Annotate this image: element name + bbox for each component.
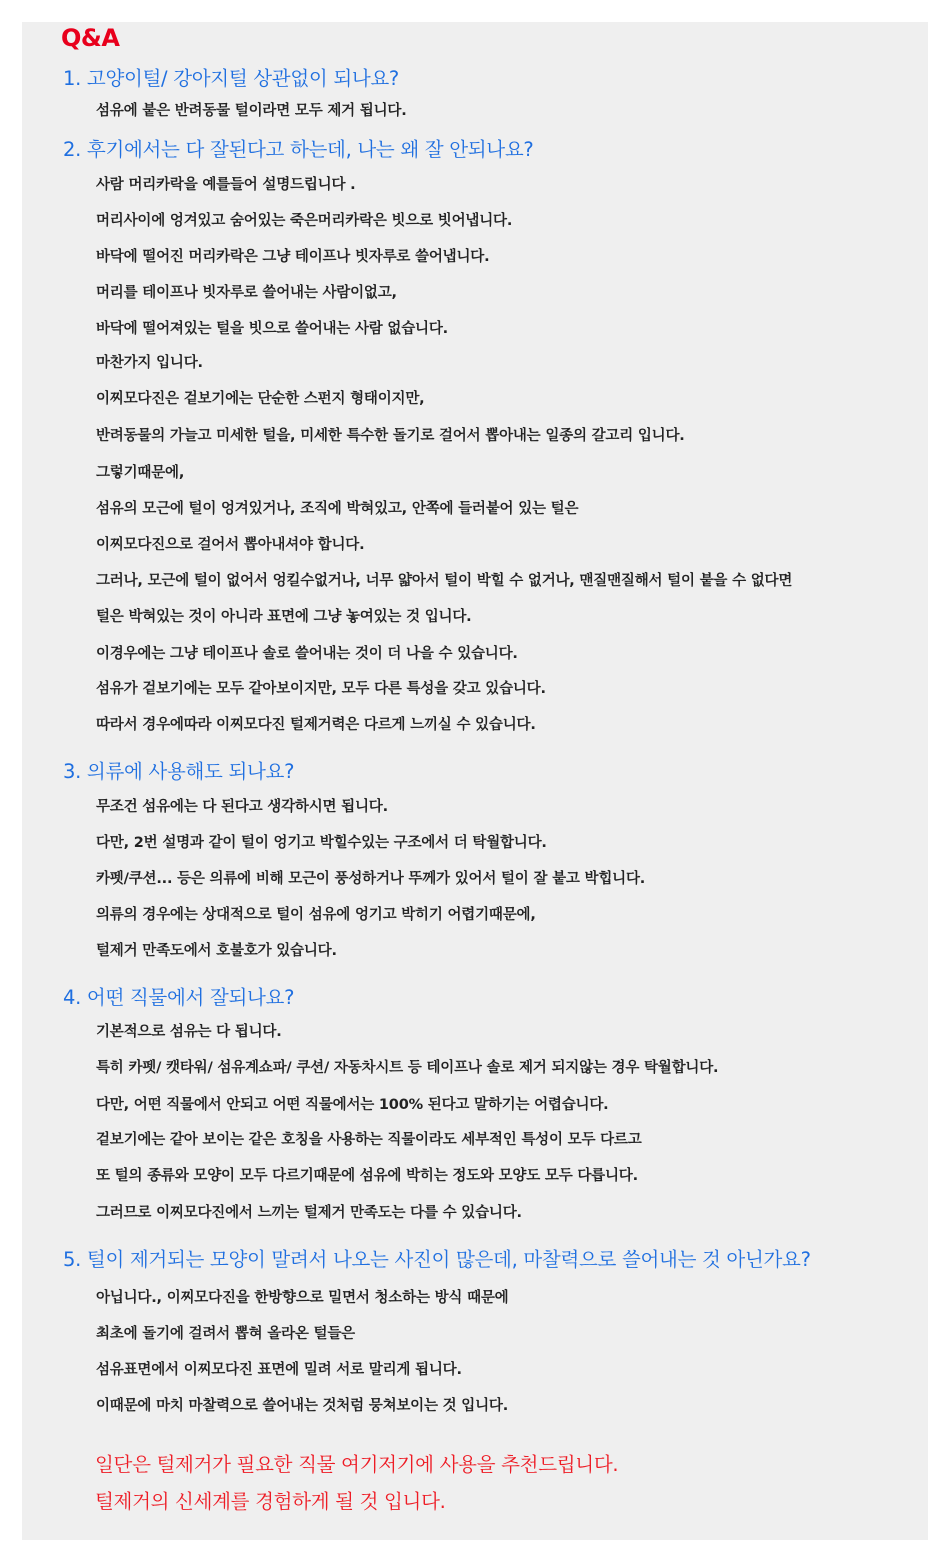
answer-line: 이때문에 마치 마찰력으로 쓸어내는 것처럼 뭉쳐보이는 것 입니다.: [96, 1398, 509, 1414]
answer-line: 다만, 어떤 직물에서 안되고 어떤 직물에서는 100% 된다고 말하기는 어렵습니다.: [96, 1097, 609, 1113]
answer-line: 바닥에 떨어진 머리카락은 그냥 테이프나 빗자루로 쓸어냅니다.: [96, 249, 490, 265]
answer-line: 이경우에는 그냥 테이프나 솔로 쓸어내는 것이 더 나을 수 있습니다.: [96, 646, 518, 662]
answer-line: 특히 카펫/ 캣타워/ 섬유계쇼파/ 쿠션/ 자동차시트 등 테이프나 솔로 제거 되지않는 경우 탁월합니다.: [96, 1060, 719, 1076]
answer-line: 마찬가지 입니다.: [96, 355, 203, 371]
answer-line: 바닥에 떨어져있는 털을 빗으로 쓸어내는 사람 없습니다.: [96, 321, 448, 337]
answer-line: 그렇기때문에,: [96, 465, 185, 481]
question-2: 2. 후기에서는 다 잘된다고 하는데, 나는 왜 잘 안되나요?: [63, 138, 534, 161]
answer-line: 카펫/쿠션... 등은 의류에 비해 모근이 풍성하거나 뚜께가 있어서 털이 잘 붙고 박힙니다.: [96, 871, 646, 887]
answer-line: 이찌모다진은 겉보기에는 단순한 스펀지 형태이지만,: [96, 391, 425, 407]
answer-line: 그러므로 이찌모다진에서 느끼는 털제거 만족도는 다를 수 있습니다.: [96, 1205, 522, 1221]
answer-line: 아닙니다., 이찌모다진을 한방향으로 밀면서 청소하는 방식 때문에: [96, 1290, 509, 1306]
answer-line: 머리를 테이프나 빗자루로 쓸어내는 사람이없고,: [96, 285, 397, 301]
answer-line: 털은 박혀있는 것이 아니라 표면에 그냥 놓여있는 것 입니다.: [96, 609, 472, 625]
answer-line: 섬유의 모근에 털이 엉겨있거나, 조직에 박혀있고, 안쪽에 들러붙어 있는 털은: [96, 501, 579, 517]
answer-line: 겉보기에는 같아 보이는 같은 호칭을 사용하는 직물이라도 세부적인 특성이 모두 다르고: [96, 1132, 642, 1148]
answer-line: 이찌모다진으로 걸어서 뽑아내셔야 합니다.: [96, 537, 365, 553]
question-1: 1. 고양이털/ 강아지털 상관없이 되나요?: [63, 67, 399, 90]
answer-line: 따라서 경우에따라 이찌모다진 털제거력은 다르게 느끼실 수 있습니다.: [96, 717, 536, 733]
question-4: 4. 어떤 직물에서 잘되나요?: [63, 986, 295, 1009]
answer-line: 의류의 경우에는 상대적으로 털이 섬유에 엉기고 박히기 어렵기때문에,: [96, 907, 536, 923]
answer-line: 털제거 만족도에서 호불호가 있습니다.: [96, 943, 337, 959]
answer-line: 무조건 섬유에는 다 된다고 생각하시면 됩니다.: [96, 799, 388, 815]
answer-line: 최초에 돌기에 걸려서 뽑혀 올라온 털들은: [96, 1326, 355, 1342]
question-5: 5. 털이 제거되는 모양이 말려서 나오는 사진이 많은데, 마찰력으로 쓸어내는 것 아닌가요?: [63, 1248, 811, 1271]
answer-line: 섬유에 붙은 반려동물 털이라면 모두 제거 됩니다.: [96, 103, 407, 119]
answer-line: 머리사이에 엉겨있고 숨어있는 죽은머리카락은 빗으로 빗어냅니다.: [96, 213, 513, 229]
answer-line: 기본적으로 섬유는 다 됩니다.: [96, 1024, 282, 1040]
closing-line-2: 털제거의 신세계를 경험하게 될 것 입니다.: [95, 1490, 446, 1513]
answer-line: 또 털의 종류와 모양이 모두 다르기때문에 섬유에 박히는 정도와 모양도 모두 다릅니다.: [96, 1168, 638, 1184]
question-3: 3. 의류에 사용해도 되나요?: [63, 760, 295, 783]
answer-line: 다만, 2번 설명과 같이 털이 엉기고 박힐수있는 구조에서 더 탁월합니다.: [96, 835, 547, 851]
answer-line: 사람 머리카락을 예를들어 설명드립니다 .: [96, 177, 356, 193]
answer-line: 섬유가 겉보기에는 모두 같아보이지만, 모두 다른 특성을 갖고 있습니다.: [96, 681, 546, 697]
answer-line: 그러나, 모근에 털이 없어서 엉킬수없거나, 너무 얇아서 털이 박힐 수 없거나, 맨질맨질해서 털이 붙을 수 없다면: [96, 573, 793, 589]
closing-line-1: 일단은 털제거가 필요한 직물 여기저기에 사용을 추천드립니다.: [95, 1453, 619, 1476]
answer-line: 반려동물의 가늘고 미세한 털을, 미세한 특수한 돌기로 걸어서 뽑아내는 일종의 갈고리 입니다.: [96, 428, 685, 444]
answer-line: 섬유표면에서 이찌모다진 표면에 밀려 서로 말리게 됩니다.: [96, 1362, 462, 1378]
qa-title: Q&A: [61, 24, 120, 52]
